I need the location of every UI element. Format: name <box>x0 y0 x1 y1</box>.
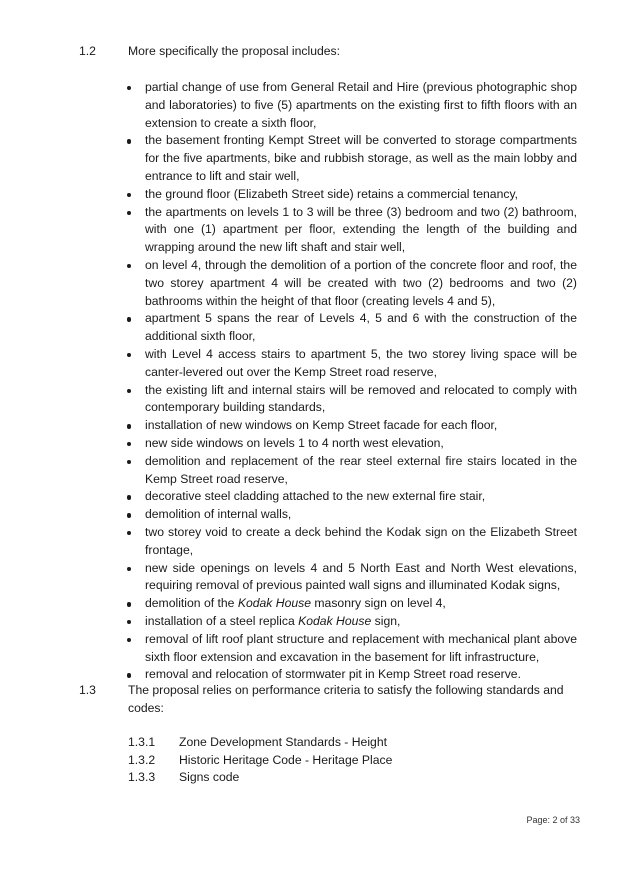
bullet-icon <box>127 495 131 499</box>
bullet-text: apartment 5 spans the rear of Levels 4, 5 and 6 with the construction of the additional sixth floor, <box>145 311 577 344</box>
bullet-text: new side openings on levels 4 and 5 North East and North West elevations, requiring removal of previous painted wall signs and illuminated Kodak signs, <box>145 560 577 593</box>
bullet-icon <box>127 211 131 215</box>
bullet-text: the apartments on levels 1 to 3 will be three (3) bedroom and two (2) bathroom, with one (1) apartment per floor, extending the length of the building and wrapping around the new lift shaft and stair well, <box>145 204 577 255</box>
bullet-text-emphasis: Kodak House <box>298 613 372 628</box>
bullet-text: with Level 4 access stairs to apartment 5, the two storey living space will be canter-levered out over the Kemp Street road reserve, <box>145 346 577 379</box>
bullet-text-pre: demolition of the <box>145 596 238 611</box>
bullet-text: demolition and replacement of the rear steel external fire stairs located in the Kemp Street road reserve, <box>145 453 577 486</box>
bullet-text: two storey void to create a deck behind the Kodak sign on the Elizabeth Street frontage, <box>145 524 577 557</box>
section-intro: The proposal relies on performance criteria to satisfy the following standards and codes: <box>128 683 564 715</box>
bullet-text: the ground floor (Elizabeth Street side) retains a commercial tenancy, <box>145 186 519 201</box>
bullet-text: partial change of use from General Retail and Hire (previous photographic shop and laboratories) to five (5) apartments on the existing first to fifth floors with an extension to create a sixth floor, <box>145 80 577 130</box>
page-footer: Page: 2 of 33 <box>526 815 580 825</box>
bullet-text-pre: installation of a steel replica <box>145 613 299 628</box>
bullet-icon <box>127 86 131 90</box>
bullet-icon <box>127 531 131 535</box>
bullet-icon <box>127 673 131 677</box>
bullet-item <box>0 417 577 435</box>
standard-number: 1.3.2 <box>128 752 156 767</box>
bullet-icon <box>127 424 131 428</box>
bullet-icon <box>127 389 131 393</box>
bullet-text: on level 4, through the demolition of a portion of the concrete floor and roof, the two storey apartment 4 will be created with two (2) bedrooms and two (2) bathrooms within the height of that floor (creating levels 4 and 5), <box>145 257 577 308</box>
proposal-bullet-list <box>0 79 622 684</box>
bullet-text-post: sign, <box>371 613 401 628</box>
bullet-item <box>0 435 577 453</box>
bullet-icon <box>127 602 131 606</box>
section-number: 1.2 <box>79 44 96 58</box>
bullet-text: removal and relocation of stormwater pit in Kemp Street road reserve. <box>145 667 521 682</box>
bullet-item <box>0 506 577 524</box>
bullet-item <box>0 488 577 506</box>
bullet-item <box>0 382 577 418</box>
bullet-icon <box>127 264 131 268</box>
bullet-text-post: masonry sign on level 4, <box>311 596 446 611</box>
bullet-item <box>0 560 577 596</box>
bullet-icon <box>127 139 131 143</box>
bullet-icon <box>127 638 131 642</box>
standard-item <box>0 734 622 752</box>
bullet-item <box>0 613 577 631</box>
bullet-icon <box>127 620 131 624</box>
bullet-text: new side windows on levels 1 to 4 north west elevation, <box>145 435 444 450</box>
bullet-item <box>0 132 577 185</box>
bullet-item <box>0 631 577 667</box>
bullet-text: removal of lift roof plant structure and replacement with mechanical plant above sixth floor extension and excavation in the basement for lift infrastructure, <box>145 631 577 664</box>
bullet-item <box>0 346 577 382</box>
bullet-item <box>0 453 577 489</box>
bullet-text <box>145 596 446 610</box>
bullet-icon <box>127 460 131 464</box>
bullet-item <box>0 524 577 560</box>
standard-item <box>0 752 622 770</box>
bullet-icon <box>127 442 131 446</box>
bullet-text: decorative steel cladding attached to the new external fire stair, <box>145 489 486 504</box>
bullet-icon <box>127 513 131 517</box>
bullet-item <box>0 186 577 204</box>
bullet-icon <box>127 567 131 571</box>
bullet-icon <box>127 193 131 197</box>
standard-text: Zone Development Standards - Height <box>179 735 387 749</box>
standard-number: 1.3.3 <box>128 770 156 784</box>
bullet-text: the basement fronting Kempt Street will be converted to storage compartments for the five apartments, bike and rubbish storage, as well as the main lobby and entrance to lift and stair well, <box>145 133 577 183</box>
standard-item <box>0 769 622 787</box>
standard-text: Historic Heritage Code - Heritage Place <box>179 752 393 767</box>
standard-text: Signs code <box>179 770 240 784</box>
standards-list <box>0 734 622 787</box>
section-intro: More specifically the proposal includes: <box>128 44 341 58</box>
bullet-item <box>0 310 577 346</box>
bullet-text: installation of new windows on Kemp Street facade for each floor, <box>145 418 498 433</box>
bullet-text <box>145 614 400 628</box>
bullet-icon <box>127 317 131 321</box>
bullet-icon <box>127 353 131 357</box>
section-number: 1.3 <box>79 683 96 697</box>
bullet-text: demolition of internal walls, <box>145 507 292 522</box>
standard-number: 1.3.1 <box>128 735 156 749</box>
bullet-text-emphasis: Kodak House <box>237 596 312 611</box>
bullet-item <box>0 204 577 257</box>
bullet-item <box>0 595 577 613</box>
bullet-item <box>0 79 577 132</box>
bullet-text: the existing lift and internal stairs will be removed and relocated to comply with contemporary building standards, <box>145 382 577 415</box>
bullet-item <box>0 257 577 310</box>
